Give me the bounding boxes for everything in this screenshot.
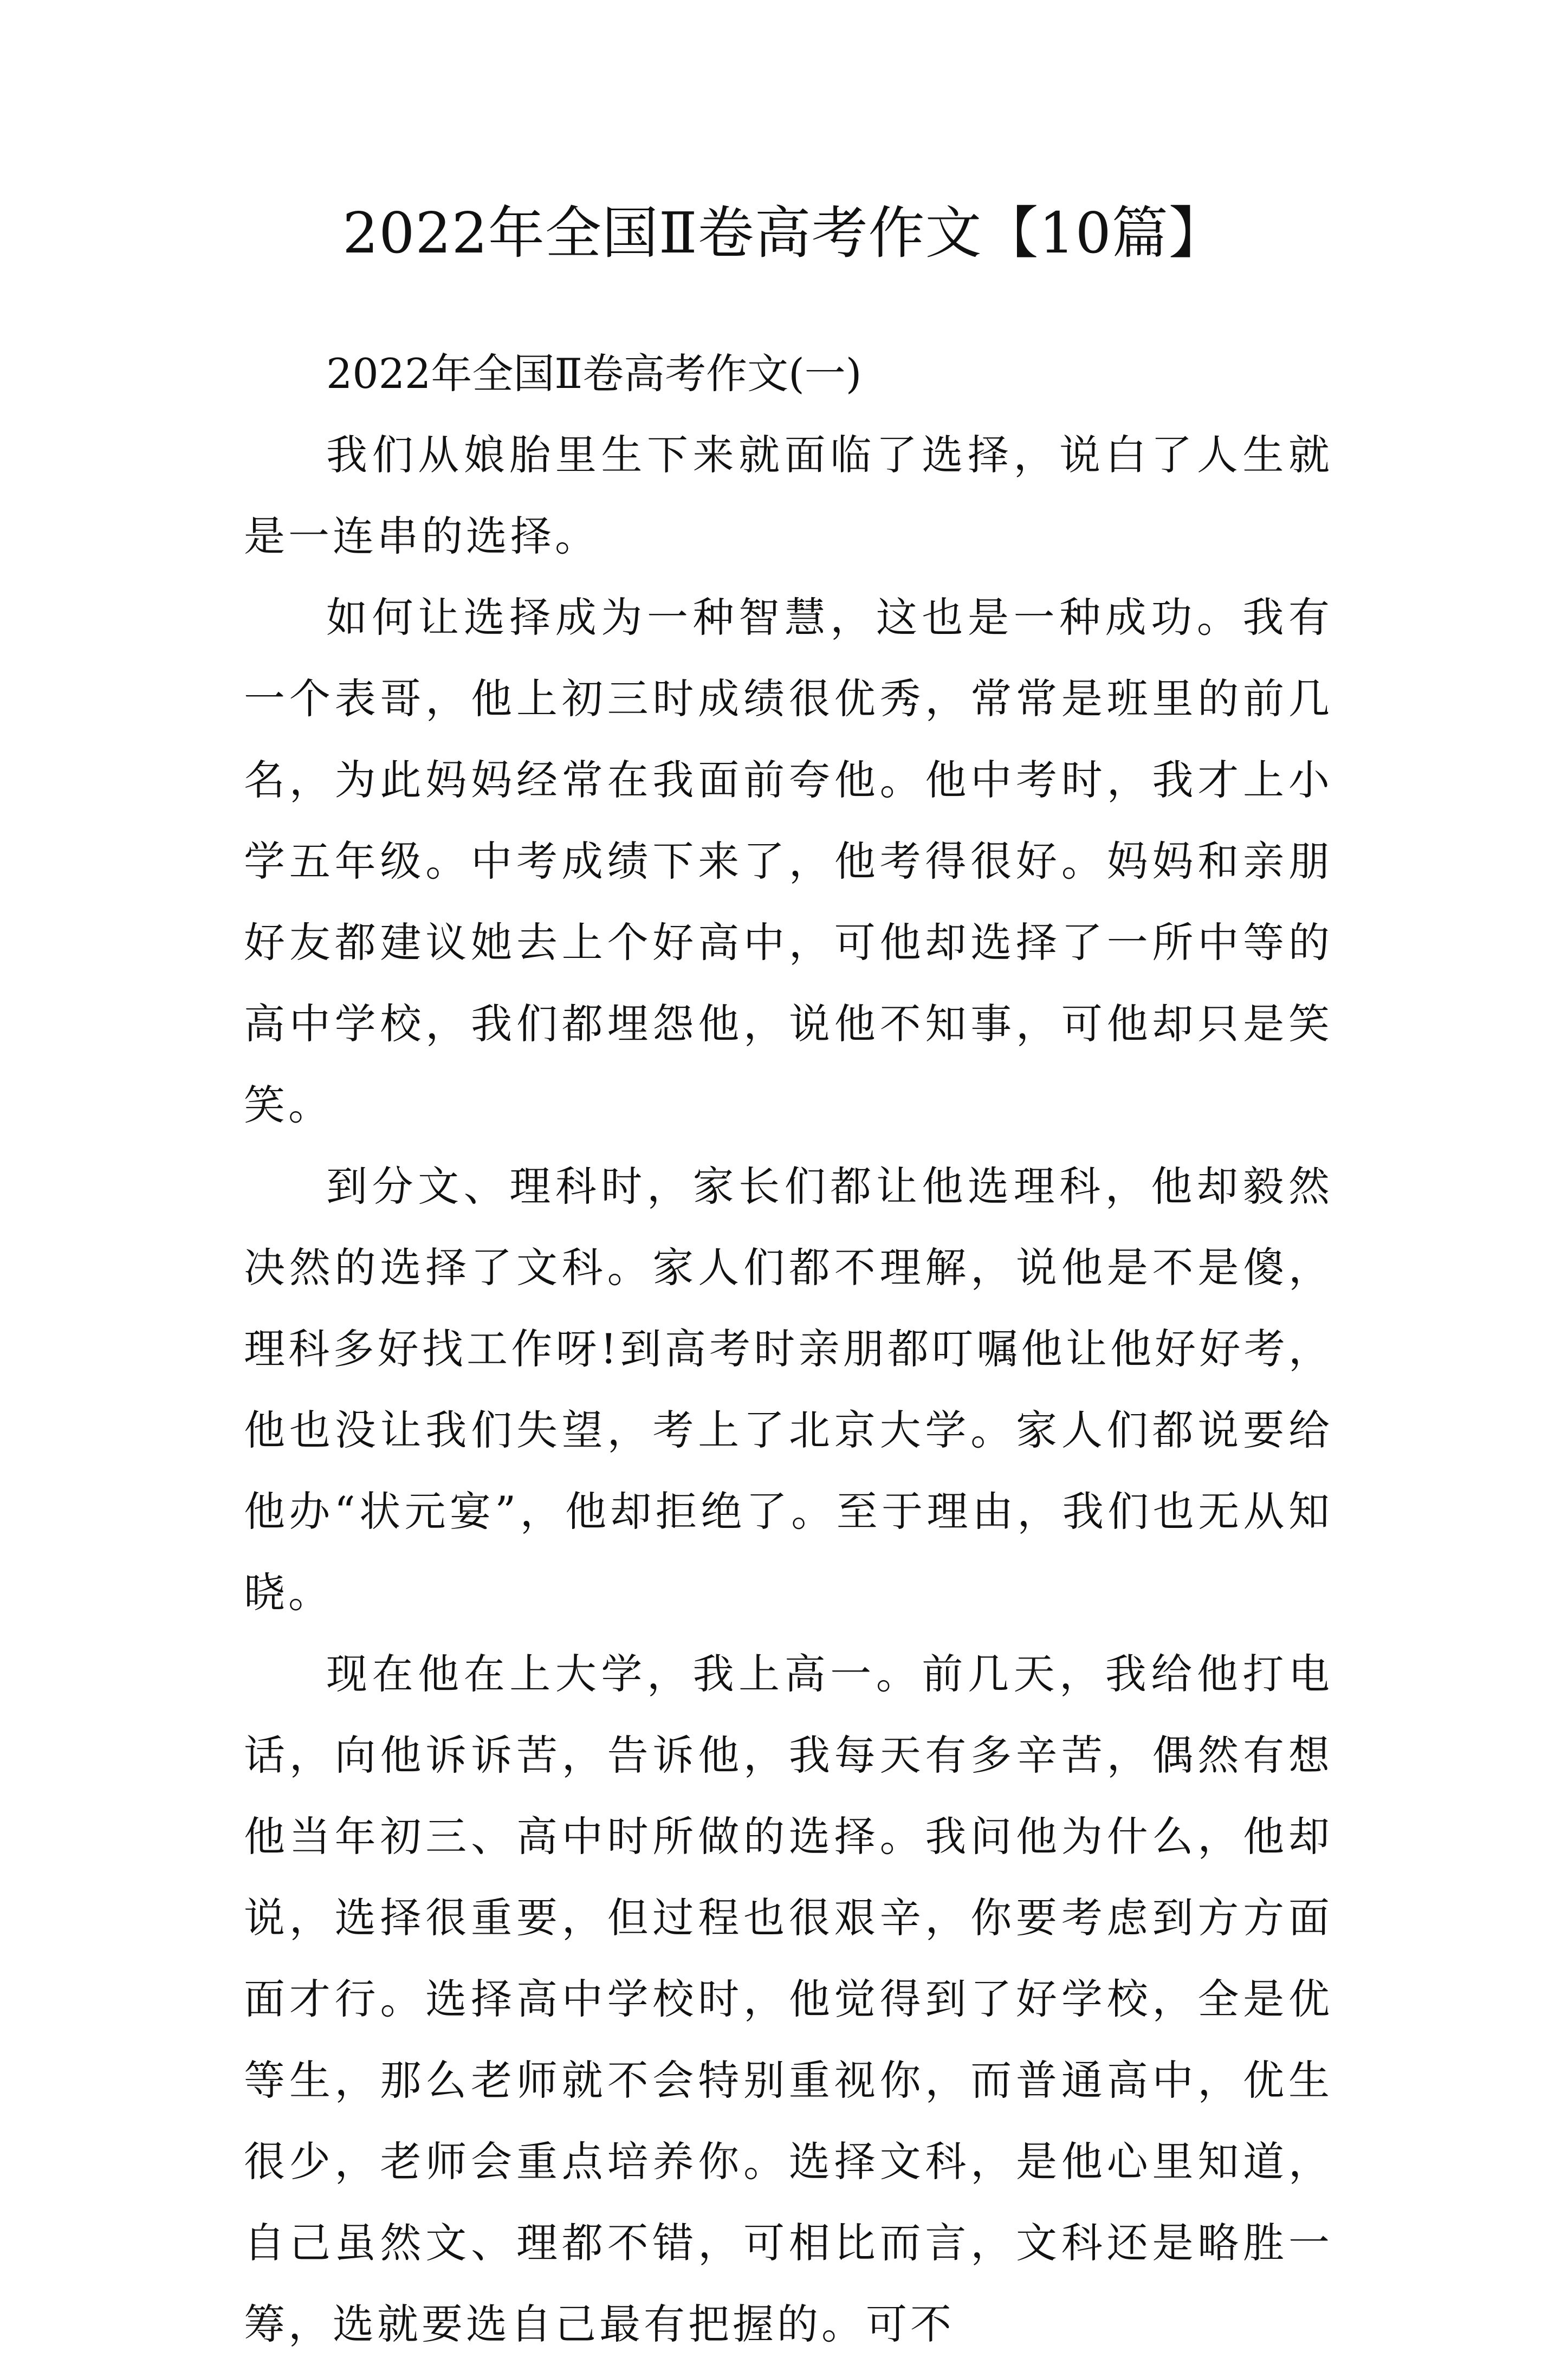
paragraph: 到分文、理科时，家长们都让他选理科，他却毅然决然的选择了文科。家人们都不理解，说他是不是傻，理科多好找工作呀!到高考时亲朋都叮嘱他让他好好考，他也没让我们失望，考上了北京大学。家人们都说要给他办“状元宴”，他却拒绝了。至于理由，我们也无从知晓。 [244, 1162, 1333, 1617]
document-body [244, 333, 1333, 2365]
paragraph: 如何让选择成为一种智慧，这也是一种成功。我有一个表哥，他上初三时成绩很优秀，常常是班里的前几名，为此妈妈经常在我面前夸他。他中考时，我才上小学五年级。中考成绩下来了，他考得很好。妈妈和亲朋好友都建议她去上个好高中，可他却选择了一所中等的高中学校，我们都埋怨他，说他不知事，可他却只是笑笑。 [244, 593, 1333, 1129]
section-heading: 2022年全国Ⅱ卷高考作文(一) [326, 349, 862, 398]
paragraph: 我们从娘胎里生下来就面临了选择，说白了人生就是一连串的选择。 [244, 431, 1333, 560]
paragraph: 现在他在上大学，我上高一。前几天，我给他打电话，向他诉诉苦，告诉他，我每天有多辛苦，偶然有想他当年初三、高中时所做的选择。我问他为什么，他却说，选择很重要，但过程也很艰辛，你要考虑到方方面面才行。选择高中学校时，他觉得到了好学校，全是优等生，那么老师就不会特别重视你，而普通高中，优生很少，老师会重点培养你。选择文科，是他心里知道，自己虽然文、理都不错，可相比而言，文科还是略胜一筹，选就要选自己最有把握的。可不 [244, 1650, 1333, 2348]
document-title: 2022年全国Ⅱ卷高考作文【10篇】 [342, 200, 1226, 266]
